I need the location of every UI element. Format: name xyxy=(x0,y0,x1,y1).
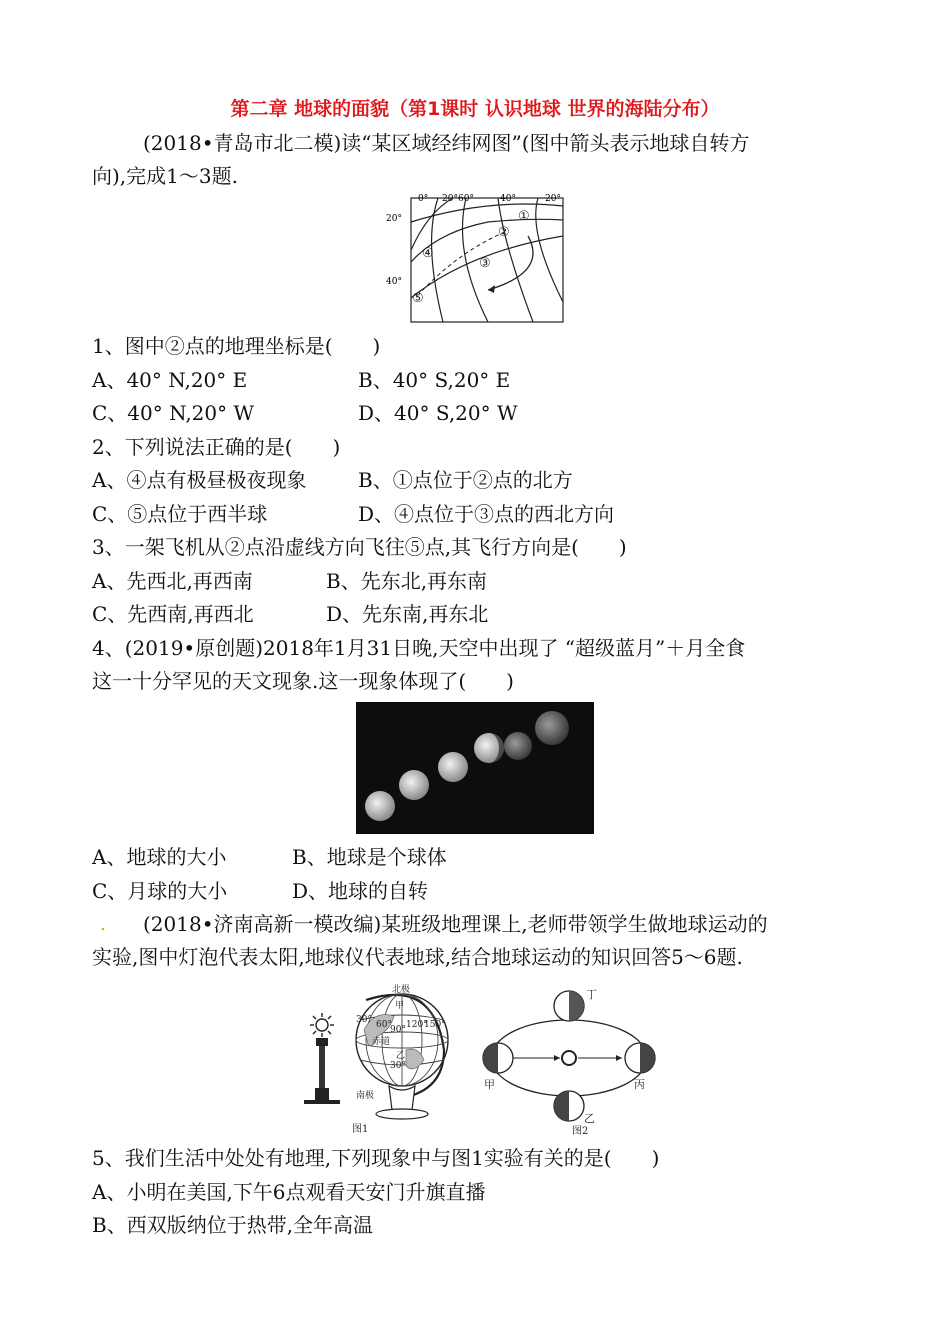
lon-label: 0° xyxy=(418,194,429,204)
globe-degree: 90° xyxy=(390,1025,406,1035)
q3-option-c: C、先西南,再西北 xyxy=(92,602,254,626)
q2-stem: 2、下列说法正确的是( ) xyxy=(92,435,341,459)
lunar-eclipse-photo xyxy=(356,702,594,834)
lat-label: 40° xyxy=(386,277,402,287)
stray-dot: . xyxy=(100,914,106,935)
intro2-line-2: 实验,图中灯泡代表太阳,地球仪代表地球,结合地球运动的知识回答5～6题. xyxy=(92,945,743,969)
globe-equator-label: 赤道 xyxy=(372,1037,391,1047)
q2-option-d: D、④点位于③点的西北方向 xyxy=(358,502,615,526)
point-3: ③ xyxy=(479,256,491,271)
globe-degree: 60° xyxy=(376,1020,392,1030)
point-4: ④ xyxy=(422,246,434,261)
orbit-jia-label: 甲 xyxy=(484,1078,495,1091)
lon-label: 60° xyxy=(458,194,474,204)
q5-option-b: B、西双版纳位于热带,全年高温 xyxy=(92,1213,374,1237)
q3-stem: 3、一架飞机从②点沿虚线方向飞往⑤点,其飞行方向是( ) xyxy=(92,535,627,559)
globe-yi-label: 乙 xyxy=(396,1051,406,1061)
lon-label: 40° xyxy=(500,194,516,204)
globe-degree: 120° xyxy=(406,1020,428,1030)
globe-degree: 30° xyxy=(390,1061,406,1071)
point-5: ⑤ xyxy=(412,291,424,306)
graticule-map xyxy=(378,192,574,326)
figure-1-caption: 图1 xyxy=(352,1124,369,1135)
q4-option-d: D、地球的自转 xyxy=(292,879,429,903)
intro2-line-1: (2018•济南高新一模改编)某班级地理课上,老师带领学生做地球运动的 xyxy=(143,912,768,936)
q3-option-b: B、先东北,再东南 xyxy=(326,569,488,593)
q2-option-c: C、⑤点位于西半球 xyxy=(92,502,268,526)
lon-label: 20° xyxy=(442,194,458,204)
q4-stem-line-2: 这一十分罕见的天文现象.这一现象体现了( ) xyxy=(92,669,514,693)
lat-label: 20° xyxy=(386,214,402,224)
q1-option-b: B、40° S,20° E xyxy=(358,368,511,392)
orbit-bing-label: 丙 xyxy=(634,1078,645,1091)
globe-north-label: 北极 xyxy=(392,985,411,995)
orbit-yi-label: 乙 xyxy=(584,1112,595,1125)
globe-south-label: 南极 xyxy=(356,1091,375,1101)
q1-option-a: A、40° N,20° E xyxy=(92,368,248,392)
q1-option-c: C、40° N,20° W xyxy=(92,401,255,425)
orbit-ding-label: 丁 xyxy=(586,988,597,1001)
point-1: ① xyxy=(518,209,530,224)
point-2: ② xyxy=(498,225,510,240)
q4-option-b: B、地球是个球体 xyxy=(292,845,447,869)
q2-option-b: B、①点位于②点的北方 xyxy=(358,468,573,492)
q3-option-d: D、先东南,再东北 xyxy=(326,602,489,626)
page-title: 第二章 地球的面貌（第1课时 认识地球 世界的海陆分布） xyxy=(230,98,720,120)
q4-option-c: C、月球的大小 xyxy=(92,879,228,903)
intro-line-2: 向),完成1～3题. xyxy=(92,164,238,188)
q4-stem-line-1: 4、(2019•原创题)2018年1月31日晚,天空中出现了 “超级蓝月”＋月全食 xyxy=(92,636,746,660)
globe-degree: 150° xyxy=(424,1020,446,1030)
q1-option-d: D、40° S,20° W xyxy=(358,401,518,425)
figure-2-orbit xyxy=(474,984,670,1138)
figure-2-caption: 图2 xyxy=(572,1126,589,1137)
lon-label: 20° xyxy=(545,194,561,204)
q1-stem: 1、图中②点的地理坐标是( ) xyxy=(92,334,381,358)
globe-degree: 30° xyxy=(356,1015,372,1025)
intro-line-1: (2018•青岛市北二模)读“某区域经纬网图”(图中箭头表示地球自转方 xyxy=(143,131,750,155)
q4-option-a: A、地球的大小 xyxy=(92,845,227,869)
globe-jia-label: 甲 xyxy=(395,1001,405,1011)
q5-stem: 5、我们生活中处处有地理,下列现象中与图1实验有关的是( ) xyxy=(92,1146,660,1170)
q3-option-a: A、先西北,再西南 xyxy=(92,569,253,593)
figure-1-lamp-globe xyxy=(294,980,464,1138)
q2-option-a: A、④点有极昼极夜现象 xyxy=(92,468,307,492)
q5-option-a: A、小明在美国,下午6点观看天安门升旗直播 xyxy=(92,1180,486,1204)
